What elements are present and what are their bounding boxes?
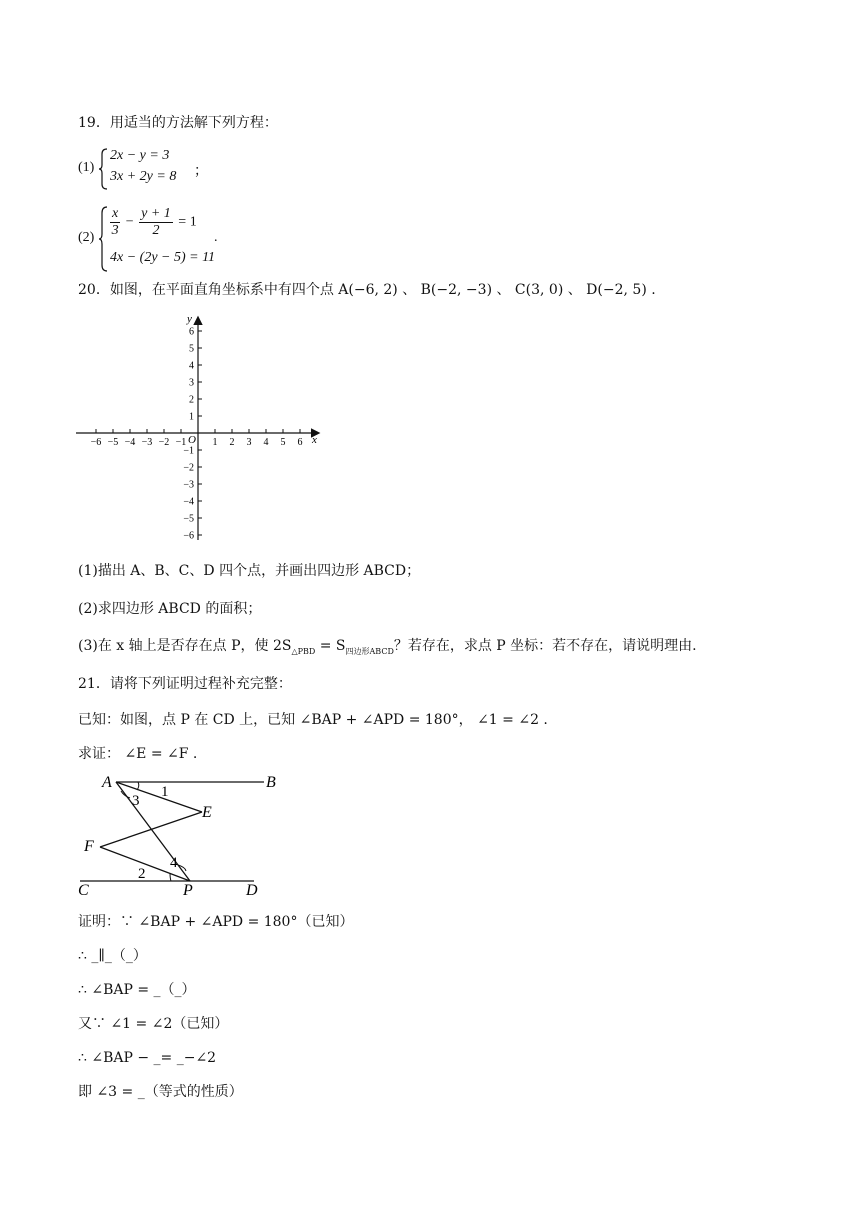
q19-part1-label: (1) (78, 160, 95, 175)
q19-part2-end: . (214, 230, 218, 245)
x-tick-label: −5 (107, 437, 119, 448)
angle-4-label: 4 (170, 855, 178, 871)
x-tick-label: −4 (124, 437, 136, 448)
q19-part1 (78, 148, 218, 190)
y-tick-label: 2 (189, 394, 194, 406)
y-tick-label: −4 (183, 496, 194, 508)
proof-line-4: 又∵ ∠1 = ∠2（已知） (78, 1016, 229, 1032)
x-axis-label: x (312, 434, 317, 446)
x-tick-label: 2 (229, 437, 235, 448)
y-tick-label: 4 (189, 360, 194, 372)
x-tick-label: 4 (263, 437, 269, 448)
q19-part2-label: (2) (78, 230, 95, 245)
q19-part1-eq2: 3x + 2y = 8 (110, 169, 177, 184)
q19-heading: 19．用适当的方法解下列方程： (78, 115, 278, 131)
point-e-label: E (202, 804, 212, 821)
point-p-label: P (183, 882, 193, 899)
q20-sub3: (3)在 x 轴上是否存在点 P，使 $2S_{\triangle PBD} = S_{四边形ABCD}$？若存在，求点 P 坐标：若不存在，请说明理由. (78, 638, 697, 656)
x-tick-label: −1 (175, 437, 187, 448)
y-axis-label: y (187, 313, 192, 325)
proof-line-2: ∴ _∥_（_） (78, 948, 147, 964)
y-tick-label: −3 (183, 479, 194, 491)
y-tick-label: −5 (183, 513, 194, 525)
x-tick-label: 3 (246, 437, 252, 448)
q21-prove: 求证： ∠E = ∠F . (78, 746, 198, 762)
proof-line-5: ∴ ∠BAP − _= _−∠2 (78, 1050, 217, 1066)
y-tick-label: 1 (189, 411, 194, 423)
y-tick-label: −2 (183, 462, 194, 474)
angle-1-arc (137, 782, 139, 790)
point-b-label: B (266, 774, 276, 791)
x-tick-label: 6 (297, 437, 303, 448)
x-tick-label: −3 (141, 437, 153, 448)
q21-given: 已知：如图，点 P 在 CD 上，已知 ∠BAP + ∠APD = 180°， ∠1 = ∠2 . (78, 712, 548, 728)
origin-label: O (188, 434, 196, 446)
q19-part1-end: ； (194, 164, 208, 179)
angle-3-label: 3 (132, 793, 140, 809)
q19-part2-eq1: $\frac{x}{3}$ − $\frac{y + 1}{2}$ = 1 (111, 206, 197, 238)
y-tick-label: −6 (183, 530, 194, 542)
x-tick-label: −6 (90, 437, 102, 448)
point-a-label: A (102, 774, 112, 791)
proof-line-3: ∴ ∠BAP = _（_） (78, 982, 196, 998)
q19-part1-eq1: 2x − y = 3 (110, 148, 170, 163)
point-f-label: F (84, 838, 94, 855)
y-tick-label: 6 (189, 326, 194, 338)
x-tick-label: 1 (212, 437, 218, 448)
coordinate-grid (70, 312, 330, 548)
angle-1-label: 1 (161, 784, 169, 800)
point-c-label: C (78, 882, 89, 899)
parallel-lines-figure (74, 770, 294, 900)
q19-part2 (78, 206, 238, 272)
proof-line-6: 即 ∠3 = _（等式的性质） (78, 1084, 243, 1100)
segment-ae (116, 782, 202, 812)
q19-part2-eq2: 4x − (2y − 5) = 11 (110, 250, 216, 265)
brace-icon (98, 148, 108, 190)
q20-sub1: (1)描出 A、B、C、D 四个点，并画出四边形 ABCD； (78, 563, 421, 579)
x-tick-label: −2 (158, 437, 170, 448)
proof-line-1: 证明：∵ ∠BAP + ∠APD = 180°（已知） (78, 914, 354, 930)
x-tick-label: 5 (280, 437, 286, 448)
angle-2-label: 2 (138, 866, 146, 882)
axis-ticks (91, 327, 303, 542)
y-tick-label: 5 (189, 343, 194, 355)
q21-heading: 21．请将下列证明过程补充完整： (78, 676, 292, 692)
q20-heading: 20．如图，在平面直角坐标系中有四个点 A(−6, 2) 、 B(−2, −3) 、 C(3, 0) 、 D(−2, 5) . (78, 282, 656, 298)
q20-sub2: (2)求四边形 ABCD 的面积； (78, 601, 262, 617)
point-d-label: D (246, 882, 258, 899)
brace-icon (98, 206, 108, 272)
y-tick-label: 3 (189, 377, 194, 389)
y-tick-label: −1 (183, 445, 194, 457)
